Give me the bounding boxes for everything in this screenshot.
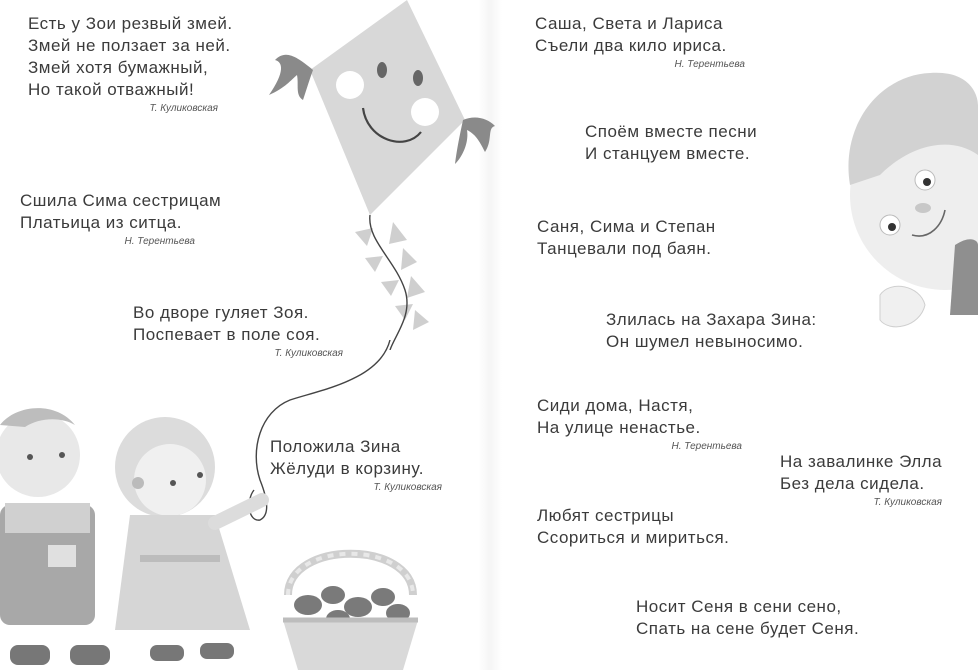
acorn-basket-illustration [278, 535, 423, 670]
poem-line: Любят сестрицы [537, 506, 675, 525]
kite-illustration [255, 0, 505, 350]
poem-line: Он шумел невыносимо. [606, 332, 804, 351]
poem-line: Злилась на Захара Зина: [606, 310, 817, 329]
poem-author: Н. Терентьева [674, 59, 745, 70]
poem-line: Споём вместе песни [585, 122, 758, 141]
poem-line: Носит Сеня в сени сено, [636, 597, 842, 616]
poem-author: Н. Терентьева [124, 236, 195, 247]
right-page [490, 0, 978, 670]
poem-author: Н. Терентьева [671, 441, 742, 452]
poem-author: Т. Куликовская [873, 497, 942, 508]
poem-sasha-sveta [535, 13, 745, 72]
poem-line: Танцевали под баян. [537, 239, 712, 258]
poem-sima-dresses [20, 190, 222, 249]
poem-line: И станцуем вместе. [585, 144, 751, 163]
poem-author: Т. Куликовская [373, 482, 442, 493]
poem-line: Змей хотя бумажный, [28, 58, 209, 77]
poem-line: Но такой отважный! [28, 80, 195, 99]
poem-line: На улице ненастье. [537, 418, 701, 437]
poem-zoya-kite [28, 13, 233, 116]
poem-ella-zavalinka [780, 451, 942, 510]
poem-line: Платьица из ситца. [20, 213, 182, 232]
poem-line: Змей не ползает за ней. [28, 36, 231, 55]
poem-sit-home-nastya [537, 395, 742, 454]
poem-line: Сиди дома, Настя, [537, 396, 694, 415]
children-illustration [0, 405, 280, 670]
poem-line: Положила Зина [270, 437, 401, 456]
poem-zina-zakhar [606, 309, 846, 353]
poem-line: На завалинке Элла [780, 452, 943, 471]
poem-author: Т. Куликовская [274, 348, 343, 359]
peeking-child-illustration [820, 65, 978, 340]
poem-line: Саша, Света и Лариса [535, 14, 723, 33]
poem-sing-together [585, 121, 785, 165]
poem-zoya-yard [133, 302, 343, 361]
poem-line: Ссориться и мириться. [537, 528, 730, 547]
poem-sisters-quarrel [537, 505, 757, 549]
poem-line: Жёлуди в корзину. [270, 459, 424, 478]
poem-line: Сшила Сима сестрицам [20, 191, 222, 210]
poem-line: Поспевает в поле соя. [133, 325, 321, 344]
poem-line: Во дворе гуляет Зоя. [133, 303, 309, 322]
poem-line: Спать на сене будет Сеня. [636, 619, 860, 638]
poem-line: Без дела сидела. [780, 474, 925, 493]
poem-line: Есть у Зои резвый змей. [28, 14, 233, 33]
poem-line: Съели два кило ириса. [535, 36, 727, 55]
poem-sanya-sima-stepan [537, 216, 737, 260]
poem-line: Саня, Сима и Степан [537, 217, 716, 236]
poem-author: Т. Куликовская [149, 103, 218, 114]
poem-zina-acorns [270, 436, 442, 495]
poem-senya-hay [636, 596, 896, 640]
